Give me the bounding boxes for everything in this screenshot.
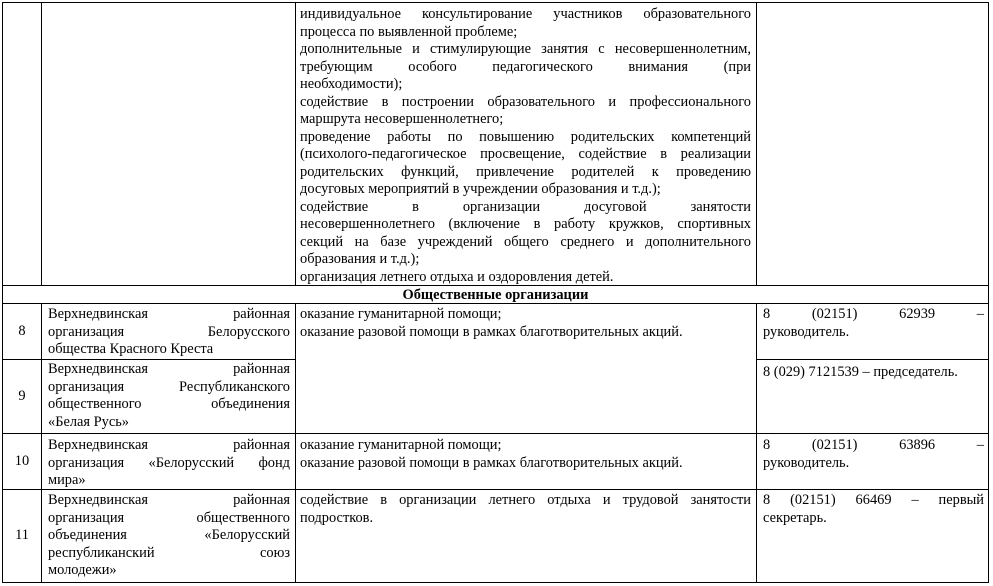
table-border-bottom — [2, 582, 989, 583]
text-line: дополнительные и стимулирующие занятия с несовершеннолетним, — [300, 41, 751, 57]
row-number: 9 — [18, 387, 26, 404]
row-divider — [2, 359, 295, 360]
column-divider — [41, 2, 42, 285]
text-line: оказание гуманитарной помощи; — [300, 306, 502, 322]
top-row-help-text — [300, 6, 751, 286]
text-line: оказание разовой помощи в рамках благотворительных акций. — [300, 454, 683, 471]
text-line: содействие в организации летнего отдыха и трудовой занятости — [300, 492, 751, 508]
text-line: процесса по выявленной проблеме; — [300, 23, 518, 40]
table-border-top — [2, 2, 989, 3]
text-line: Верхнедвинская районная — [48, 437, 290, 453]
text-line: организация «Белорусский фонд — [48, 454, 290, 471]
text-line: несовершеннолетнего (включение в работу кружков, спортивных — [300, 216, 751, 232]
text-line: 8 (02151) 62939 – — [763, 306, 984, 322]
text-line: мира» — [48, 472, 86, 488]
contact-phone — [763, 364, 984, 382]
organizations-table — [2, 2, 989, 583]
text-line: секретарь. — [763, 509, 827, 526]
text-line: объединения «Белорусский — [48, 527, 290, 543]
help-description — [300, 437, 751, 472]
column-divider — [756, 2, 757, 285]
text-line: родительских функций, привлечение родителей к проведению — [300, 163, 751, 180]
text-line: Верхнедвинская районная — [48, 361, 290, 377]
text-line: организация общественного — [48, 509, 290, 526]
text-line: секций на базе учреждений общего среднего и дополнительного — [300, 233, 751, 250]
organization-name — [48, 306, 290, 359]
text-line: содействие в построении образовательного и профессионального — [300, 93, 751, 110]
text-line: индивидуальное консультирование участников образовательного — [300, 6, 751, 22]
text-line: республиканский союз — [48, 544, 290, 561]
text-line: 8 (02151) 63896 – — [763, 437, 984, 453]
contact-phone — [763, 437, 984, 472]
text-line: Верхнедвинская районная — [48, 492, 290, 508]
section-title: Общественные организации — [402, 287, 589, 303]
contact-phone — [763, 492, 984, 527]
text-line: 8 (029) 7121539 – председатель. — [763, 364, 958, 380]
text-line: Верхнедвинская районная — [48, 306, 290, 322]
organization-name — [48, 361, 290, 431]
text-line: образования и т.д.); — [300, 251, 420, 267]
text-line: необходимости); — [300, 76, 403, 92]
organization-name — [48, 437, 290, 490]
column-divider — [756, 303, 757, 583]
text-line: 8 (02151) 66469 – первый — [763, 492, 984, 508]
help-description — [300, 306, 751, 341]
text-line: «Белая Русь» — [48, 413, 129, 430]
text-line: подростков. — [300, 509, 374, 526]
row-divider — [2, 303, 989, 304]
row-number: 10 — [14, 452, 30, 469]
text-line: содействие в организации досуговой занятости — [300, 198, 751, 215]
text-line: руководитель. — [763, 454, 850, 471]
text-line: руководитель. — [763, 323, 850, 340]
text-line: проведение работы по повышению родительских компетенций — [300, 128, 751, 145]
text-line: организация летнего отдыха и оздоровления детей. — [300, 268, 614, 285]
row-number: 8 — [18, 322, 26, 339]
contact-phone — [763, 306, 984, 341]
row-number: 11 — [15, 527, 29, 544]
help-description — [300, 492, 751, 527]
row-divider — [2, 433, 989, 434]
text-line: оказание разовой помощи в рамках благотворительных акций. — [300, 323, 683, 340]
text-line: досуговых мероприятий в учреждении образования и т.д.); — [300, 181, 661, 197]
column-divider — [295, 2, 296, 285]
text-line: организация Белорусского — [48, 323, 290, 340]
text-line: требующим особого педагогического внимания (при — [300, 58, 751, 75]
text-line: молодежи» — [48, 562, 117, 578]
text-line: (психолого-педагогическое просвещение, содействие в реализации — [300, 146, 751, 162]
text-line: общественного объединения — [48, 396, 290, 412]
text-line: организация Республиканского — [48, 378, 290, 395]
text-line: оказание гуманитарной помощи; — [300, 437, 502, 453]
text-line: маршрута несовершеннолетнего; — [300, 111, 504, 127]
text-line: общества Красного Креста — [48, 341, 214, 357]
row-divider — [756, 359, 989, 360]
column-divider — [295, 303, 296, 583]
column-divider — [41, 303, 42, 583]
organization-name — [48, 492, 290, 580]
